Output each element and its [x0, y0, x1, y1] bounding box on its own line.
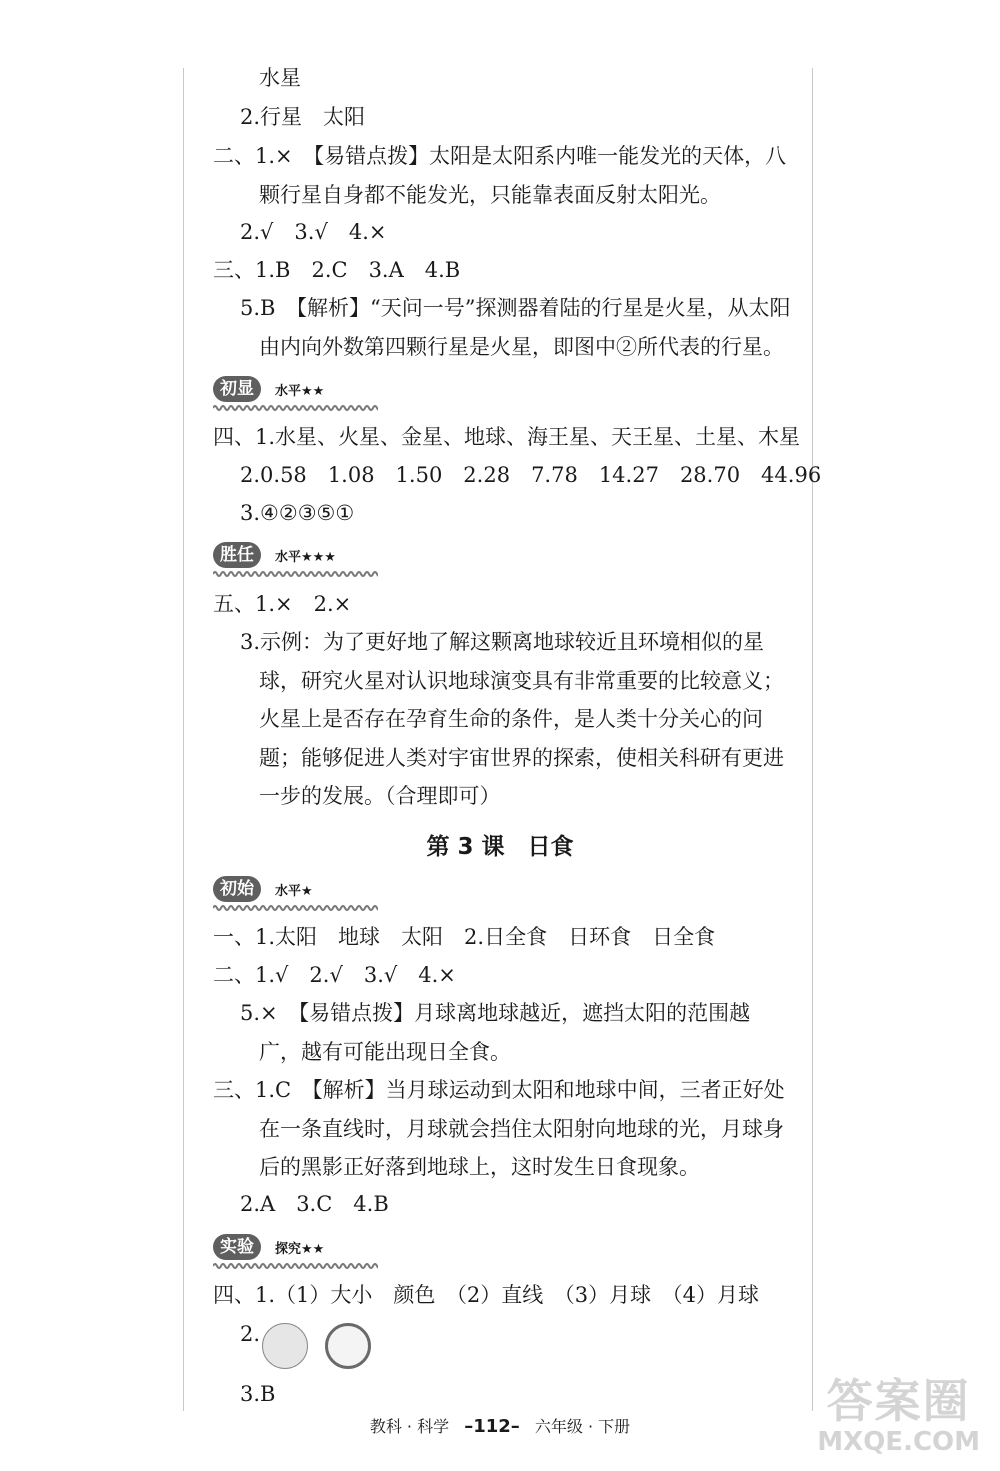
badge-wave-underline	[213, 570, 378, 578]
answer-line: 球，研究火星对认识地球演变具有非常重要的比较意义；	[259, 669, 784, 693]
answer-line: 2.√ 3.√ 4.×	[240, 220, 387, 244]
answer-line: 二、1.√ 2.√ 3.√ 4.×	[213, 963, 456, 987]
badge-wave-underline	[213, 1262, 378, 1270]
light-circle-figure	[262, 1323, 308, 1369]
answer-line: 2.0.58 1.08 1.50 2.28 7.78 14.27 28.70 44.96	[240, 463, 822, 487]
badge-wave-underline	[213, 904, 378, 912]
answer-line: 四、1.（1）大小 颜色 （2）直线 （3）月球 （4）月球	[213, 1283, 759, 1307]
answer-line: 广，越有可能出现日全食。	[259, 1040, 511, 1064]
level-badge	[213, 874, 393, 914]
answer-line: 火星上是否存在孕育生命的条件，是人类十分关心的问	[259, 707, 763, 731]
badge-wave-underline	[213, 404, 378, 412]
watermark	[817, 1375, 980, 1457]
answer-line: 题；能够促进人类对宇宙世界的探索，使相关科研有更进	[259, 746, 784, 770]
answer-line: 三、1.C 【解析】当月球运动到太阳和地球中间，三者正好处	[213, 1078, 785, 1102]
answer-line: 3.④②③⑤①	[240, 501, 355, 525]
answer-line: 后的黑影正好落到地球上，这时发生日食现象。	[259, 1155, 700, 1179]
badge-level: 水平★	[275, 884, 313, 899]
level-badge	[213, 374, 393, 414]
answer-line: 2.行星 太阳	[240, 105, 366, 129]
right-margin-line	[812, 68, 813, 1411]
watermark-url: MXQE.COM	[817, 1427, 980, 1457]
page-number: –112–	[464, 1416, 520, 1437]
level-badge	[213, 540, 393, 580]
ring-circle-figure	[325, 1323, 371, 1369]
badge-label: 胜任	[213, 542, 261, 568]
answer-line: 5.× 【易错点拨】月球离地球越近，遮挡太阳的范围越	[240, 1001, 751, 1025]
level-badge	[213, 1232, 393, 1272]
answer-line: 3.B	[240, 1382, 276, 1406]
footer-subject: 教科 · 科学	[369, 1417, 450, 1436]
answer-line: 2.	[240, 1322, 261, 1346]
answer-line: 三、1.B 2.C 3.A 4.B	[213, 258, 461, 282]
answer-line: 在一条直线时，月球就会挡住太阳射向地球的光，月球身	[259, 1117, 784, 1141]
answer-line: 2.A 3.C 4.B	[240, 1192, 389, 1216]
answer-line: 五、1.× 2.×	[213, 592, 352, 616]
answer-line: 一、1.太阳 地球 太阳 2.日全食 日环食 日全食	[213, 925, 716, 949]
badge-level: 水平★★	[275, 384, 325, 399]
answer-line: 由内向外数第四颗行星是火星，即图中②所代表的行星。	[259, 335, 784, 359]
answer-line: 一步的发展。（合理即可）	[259, 784, 501, 808]
badge-level: 探究★★	[275, 1242, 325, 1257]
answer-line: 颗行星自身都不能发光，只能靠表面反射太阳光。	[259, 183, 721, 207]
answer-line: 水星	[259, 66, 301, 90]
lesson-heading: 第 3 课 日食	[426, 834, 574, 860]
answer-line: 5.B 【解析】“天问一号”探测器着陆的行星是火星，从太阳	[240, 296, 791, 320]
badge-label: 实验	[213, 1234, 261, 1260]
badge-label: 初始	[213, 876, 261, 902]
answer-line: 二、1.× 【易错点拨】太阳是太阳系内唯一能发光的天体，八	[213, 144, 787, 168]
watermark-logo-text: 答案圈	[826, 1374, 971, 1428]
badge-level: 水平★★★	[275, 550, 336, 565]
answer-line: 3.示例：为了更好地了解这颗离地球较近且环境相似的星	[240, 630, 765, 654]
left-margin-line	[183, 68, 184, 1411]
footer-grade: 六年级 · 下册	[534, 1417, 631, 1436]
answer-line: 四、1.水星、火星、金星、地球、海王星、天王星、土星、木星	[213, 425, 801, 449]
badge-label: 初显	[213, 376, 261, 402]
